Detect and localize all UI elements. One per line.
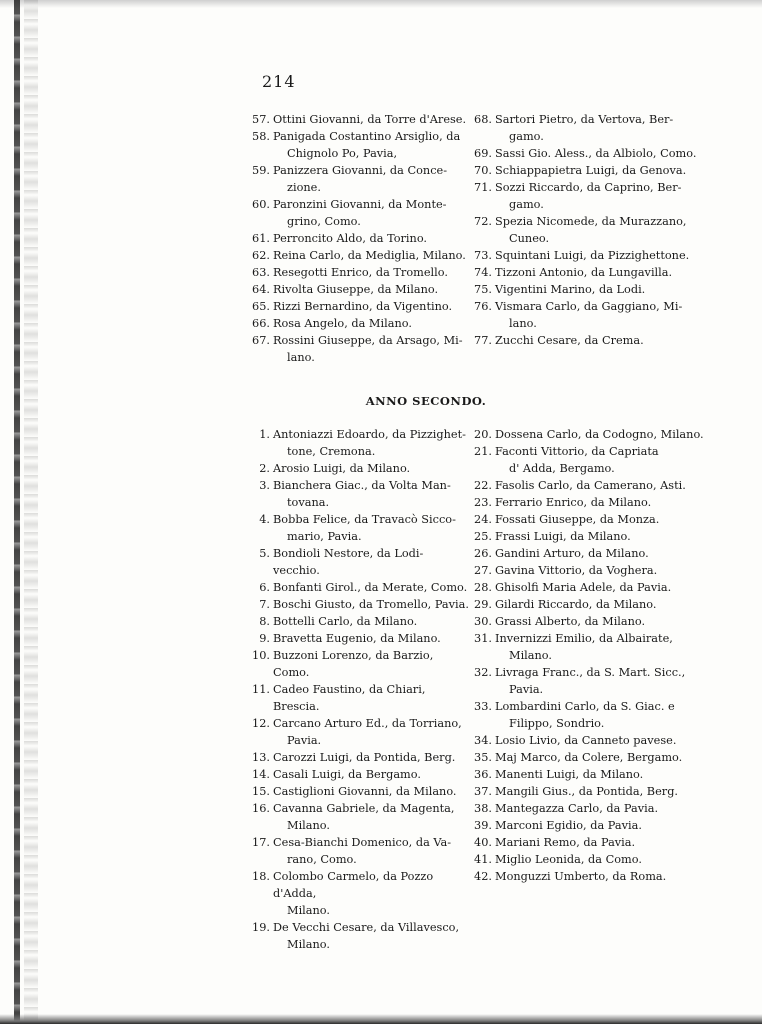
- entry-continuation-line: d' Adda, Bergamo.: [509, 462, 615, 475]
- entry-number: 64.: [252, 283, 270, 296]
- entry-number: 28.: [474, 581, 492, 594]
- entry-line: Perroncito Aldo, da Torino.: [273, 232, 428, 245]
- list-item: [470, 298, 704, 332]
- list-item: [470, 834, 704, 851]
- entry-line: Fossati Giuseppe, da Monza.: [495, 513, 660, 526]
- entry-line: Maj Marco, da Colere, Bergamo.: [495, 751, 683, 764]
- list-item: [248, 264, 470, 281]
- list-item: [248, 315, 470, 332]
- list-item: [470, 145, 704, 162]
- entry-text: [273, 511, 470, 545]
- entry-line: Ottini Giovanni, da Torre d'Arese.: [273, 113, 467, 126]
- list-item: [470, 264, 704, 281]
- entry-text: [273, 426, 470, 460]
- entry-text: [495, 698, 704, 732]
- entry-text: [273, 749, 470, 766]
- entry-line: Rossini Giuseppe, da Arsago, Mi-: [273, 334, 463, 347]
- list-item: [248, 332, 470, 366]
- entry-text: [273, 111, 470, 128]
- entry-line: Faconti Vittorio, da Capriata: [495, 445, 659, 458]
- entry-continuation-line: gamo.: [509, 198, 544, 211]
- entry-line: Squintani Luigi, da Pizzighettone.: [495, 249, 690, 262]
- entry-text: [495, 528, 704, 545]
- entry-number: 72.: [474, 215, 492, 228]
- list-item: [248, 647, 470, 681]
- entry-text: [495, 630, 704, 664]
- entry-line: Carozzi Luigi, da Pontida, Berg.: [273, 751, 456, 764]
- list-item: [248, 111, 470, 128]
- entry-line: Buzzoni Lorenzo, da Barzio, Como.: [273, 649, 434, 679]
- entry-number: 24.: [474, 513, 492, 526]
- entry-number: 35.: [474, 751, 492, 764]
- entry-number: 77.: [474, 334, 492, 347]
- entry-text: [495, 545, 704, 562]
- entry-number: 15.: [252, 785, 270, 798]
- entry-text: [495, 247, 704, 264]
- entry-number: 2.: [259, 462, 270, 475]
- entry-line: Mariani Remo, da Pavia.: [495, 836, 636, 849]
- entry-line: Reina Carlo, da Mediglia, Milano.: [273, 249, 466, 262]
- list-item: [248, 545, 470, 579]
- list-item: [248, 783, 470, 800]
- entry-number: 16.: [252, 802, 270, 815]
- entry-text: [495, 732, 704, 749]
- list-item: [470, 281, 704, 298]
- entry-continuation-line: Cuneo.: [509, 232, 550, 245]
- list-item: [248, 162, 470, 196]
- entry-continuation-line: Pavia.: [287, 734, 322, 747]
- entry-line: Mangili Gius., da Pontida, Berg.: [495, 785, 679, 798]
- entry-text: [273, 919, 470, 953]
- entry-text: [495, 213, 704, 247]
- entry-number: 30.: [474, 615, 492, 628]
- entry-line: Spezia Nicomede, da Murazzano,: [495, 215, 687, 228]
- entry-line: Livraga Franc., da S. Mart. Sicc.,: [495, 666, 686, 679]
- entry-number: 61.: [252, 232, 270, 245]
- entry-number: 41.: [474, 853, 492, 866]
- entry-text: [273, 834, 470, 868]
- entry-line: Zucchi Cesare, da Crema.: [495, 334, 644, 347]
- list-item: [248, 477, 470, 511]
- entry-line: Panizzera Giovanni, da Conce-: [273, 164, 448, 177]
- entry-text: [273, 264, 470, 281]
- entry-number: 38.: [474, 802, 492, 815]
- entry-line: Boschi Giusto, da Tromello, Pavia.: [273, 598, 469, 611]
- entry-text: [495, 783, 704, 800]
- section-title-text: ANNO SECONDO.: [365, 394, 487, 408]
- entry-text: [495, 851, 704, 868]
- entry-line: Gandini Arturo, da Milano.: [495, 547, 649, 560]
- entry-text: [495, 596, 704, 613]
- entry-text: [495, 179, 704, 213]
- entry-continuation-line: Filippo, Sondrio.: [509, 717, 605, 730]
- entry-line: Arosio Luigi, da Milano.: [273, 462, 411, 475]
- list-item: [470, 800, 704, 817]
- list-item: [470, 247, 704, 264]
- entry-continuation-line: zione.: [287, 181, 321, 194]
- list-item: [248, 128, 470, 162]
- list-item: [248, 749, 470, 766]
- entry-text: [273, 332, 470, 366]
- entry-number: 9.: [259, 632, 270, 645]
- entry-text: [273, 681, 470, 715]
- entry-line: Paronzini Giovanni, da Monte-: [273, 198, 447, 211]
- entry-text: [273, 460, 470, 477]
- entry-line: Invernizzi Emilio, da Albairate,: [495, 632, 673, 645]
- entry-number: 7.: [259, 598, 270, 611]
- entry-number: 36.: [474, 768, 492, 781]
- entry-text: [495, 332, 704, 349]
- entry-number: 37.: [474, 785, 492, 798]
- entry-line: Sartori Pietro, da Vertova, Ber-: [495, 113, 674, 126]
- list-item: [248, 715, 470, 749]
- entry-number: 69.: [474, 147, 492, 160]
- list-item: [470, 817, 704, 834]
- entry-text: [495, 145, 704, 162]
- list-item: [470, 213, 704, 247]
- list-item: [470, 579, 704, 596]
- entry-number: 32.: [474, 666, 492, 679]
- list-item: [248, 579, 470, 596]
- entry-line: Resegotti Enrico, da Tromello.: [273, 266, 448, 279]
- entry-text: [273, 128, 470, 162]
- entry-line: Bondioli Nestore, da Lodi-vecchio.: [273, 547, 424, 577]
- entry-number: 10.: [252, 649, 270, 662]
- entry-continuation-line: tone, Cremona.: [287, 445, 376, 458]
- entry-line: Gavina Vittorio, da Voghera.: [495, 564, 658, 577]
- entry-line: Tizzoni Antonio, da Lungavilla.: [495, 266, 673, 279]
- list-item: [470, 868, 704, 885]
- list-item: [248, 196, 470, 230]
- list-item: [470, 443, 704, 477]
- entry-number: 22.: [474, 479, 492, 492]
- list-item: [470, 562, 704, 579]
- entry-line: Monguzzi Umberto, da Roma.: [495, 870, 667, 883]
- entry-text: [495, 664, 704, 698]
- entry-continuation-line: grino, Como.: [287, 215, 361, 228]
- entry-text: [495, 766, 704, 783]
- entry-text: [495, 562, 704, 579]
- entry-line: Sozzi Riccardo, da Caprino, Ber-: [495, 181, 682, 194]
- entry-continuation-line: rano, Como.: [287, 853, 357, 866]
- list-item: [248, 613, 470, 630]
- list-item: [470, 426, 704, 443]
- entry-line: Sassi Gio. Aless., da Albiolo, Como.: [495, 147, 697, 160]
- entry-number: 60.: [252, 198, 270, 211]
- list-item: [248, 766, 470, 783]
- entry-line: Bravetta Eugenio, da Milano.: [273, 632, 441, 645]
- entry-text: [273, 162, 470, 196]
- entry-line: Panigada Costantino Arsiglio, da: [273, 130, 461, 143]
- list-item: [248, 230, 470, 247]
- entry-text: [273, 596, 470, 613]
- entry-text: [273, 868, 470, 919]
- entry-continuation-line: Pavia.: [509, 683, 544, 696]
- scan-top-edge: [0, 0, 762, 8]
- entry-number: 42.: [474, 870, 492, 883]
- entry-number: 26.: [474, 547, 492, 560]
- entry-text: [273, 281, 470, 298]
- entry-number: 3.: [259, 479, 270, 492]
- block2-left-column: [248, 426, 470, 953]
- entry-line: Colombo Carmelo, da Pozzo d'Adda,: [273, 870, 434, 900]
- entry-line: Rivolta Giuseppe, da Milano.: [273, 283, 439, 296]
- entry-line: Ghisolfi Maria Adele, da Pavia.: [495, 581, 672, 594]
- entry-number: 11.: [252, 683, 270, 696]
- entry-continuation-line: Milano.: [287, 819, 330, 832]
- entry-number: 23.: [474, 496, 492, 509]
- scan-speckle: [24, 0, 38, 1024]
- scan-bottom-edge: [0, 1014, 762, 1024]
- list-item: [248, 426, 470, 460]
- entry-continuation-line: gamo.: [509, 130, 544, 143]
- entry-text: [273, 477, 470, 511]
- entry-text: [273, 800, 470, 834]
- entry-number: 12.: [252, 717, 270, 730]
- section-title: [0, 394, 762, 408]
- entry-text: [273, 766, 470, 783]
- entry-text: [495, 800, 704, 817]
- list-item: [470, 783, 704, 800]
- entry-line: Lombardini Carlo, da S. Giac. e: [495, 700, 675, 713]
- list-item: [248, 596, 470, 613]
- list-item: [470, 630, 704, 664]
- entry-continuation-line: Chignolo Po, Pavia,: [287, 147, 398, 160]
- entry-line: Dossena Carlo, da Codogno, Milano.: [495, 428, 704, 441]
- entry-text: [273, 230, 470, 247]
- list-item: [470, 851, 704, 868]
- list-item: [470, 111, 704, 145]
- entry-number: 63.: [252, 266, 270, 279]
- entry-line: Manenti Luigi, da Milano.: [495, 768, 644, 781]
- entry-number: 58.: [252, 130, 270, 143]
- list-item: [470, 494, 704, 511]
- entry-text: [273, 647, 470, 681]
- entry-text: [495, 281, 704, 298]
- list-item: [248, 681, 470, 715]
- entry-number: 19.: [252, 921, 270, 934]
- list-item: [470, 596, 704, 613]
- entry-line: Frassi Luigi, da Milano.: [495, 530, 631, 543]
- entry-line: Cavanna Gabriele, da Magenta,: [273, 802, 455, 815]
- entry-number: 20.: [474, 428, 492, 441]
- block1-list: [248, 111, 704, 366]
- list-item: [248, 281, 470, 298]
- entry-line: Fasolis Carlo, da Camerano, Asti.: [495, 479, 686, 492]
- entry-line: Castiglioni Giovanni, da Milano.: [273, 785, 457, 798]
- entry-number: 70.: [474, 164, 492, 177]
- entry-number: 18.: [252, 870, 270, 883]
- entry-line: Gilardi Riccardo, da Milano.: [495, 598, 657, 611]
- entry-number: 39.: [474, 819, 492, 832]
- entry-number: 33.: [474, 700, 492, 713]
- entry-text: [495, 834, 704, 851]
- entry-text: [495, 298, 704, 332]
- entry-text: [273, 545, 470, 579]
- entry-number: 34.: [474, 734, 492, 747]
- block1-left-column: [248, 111, 470, 366]
- entry-number: 75.: [474, 283, 492, 296]
- entry-number: 5.: [259, 547, 270, 560]
- entry-number: 57.: [252, 113, 270, 126]
- entry-line: Bonfanti Girol., da Merate, Como.: [273, 581, 468, 594]
- block2-right-column: [470, 426, 704, 953]
- list-item: [248, 460, 470, 477]
- entry-text: [273, 715, 470, 749]
- entry-number: 25.: [474, 530, 492, 543]
- list-item: [470, 613, 704, 630]
- entry-number: 8.: [259, 615, 270, 628]
- entry-continuation-line: mario, Pavia.: [287, 530, 362, 543]
- entry-text: [495, 817, 704, 834]
- entry-line: Antoniazzi Edoardo, da Pizzighet-: [273, 428, 466, 441]
- list-item: [470, 528, 704, 545]
- entry-number: 17.: [252, 836, 270, 849]
- entry-number: 1.: [259, 428, 270, 441]
- entry-number: 62.: [252, 249, 270, 262]
- entry-text: [273, 613, 470, 630]
- entry-line: Cadeo Faustino, da Chiari, Brescia.: [273, 683, 426, 713]
- entry-text: [495, 579, 704, 596]
- entry-text: [495, 426, 704, 443]
- entry-number: 13.: [252, 751, 270, 764]
- list-item: [248, 511, 470, 545]
- entry-number: 40.: [474, 836, 492, 849]
- entry-line: Mantegazza Carlo, da Pavia.: [495, 802, 659, 815]
- entry-line: Casali Luigi, da Bergamo.: [273, 768, 421, 781]
- entry-number: 73.: [474, 249, 492, 262]
- entry-line: Cesa-Bianchi Domenico, da Va-: [273, 836, 452, 849]
- entry-line: Bottelli Carlo, da Milano.: [273, 615, 418, 628]
- entry-line: Bobba Felice, da Travacò Sicco-: [273, 513, 456, 526]
- entry-number: 68.: [474, 113, 492, 126]
- list-item: [470, 749, 704, 766]
- entry-number: 66.: [252, 317, 270, 330]
- list-item: [248, 919, 470, 953]
- entry-line: Schiappapietra Luigi, da Genova.: [495, 164, 687, 177]
- entry-text: [273, 196, 470, 230]
- list-item: [470, 766, 704, 783]
- entry-text: [495, 868, 704, 885]
- entry-text: [495, 613, 704, 630]
- list-item: [470, 162, 704, 179]
- entry-number: 6.: [259, 581, 270, 594]
- entry-continuation-line: Milano.: [287, 904, 330, 917]
- list-item: [248, 247, 470, 264]
- entry-number: 65.: [252, 300, 270, 313]
- block1-right-column: [470, 111, 704, 366]
- entry-number: 74.: [474, 266, 492, 279]
- entry-number: 27.: [474, 564, 492, 577]
- entry-line: De Vecchi Cesare, da Villavesco,: [273, 921, 460, 934]
- entry-text: [495, 477, 704, 494]
- entry-continuation-line: tovana.: [287, 496, 330, 509]
- entry-text: [273, 630, 470, 647]
- entry-line: Carcano Arturo Ed., da Torriano,: [273, 717, 462, 730]
- entry-line: Miglio Leonida, da Como.: [495, 853, 642, 866]
- scan-binding-edge: [14, 0, 20, 1024]
- entry-line: Ferrario Enrico, da Milano.: [495, 496, 652, 509]
- entry-line: Rizzi Bernardino, da Vigentino.: [273, 300, 453, 313]
- entry-number: 4.: [259, 513, 270, 526]
- entry-number: 71.: [474, 181, 492, 194]
- list-item: [470, 732, 704, 749]
- entry-number: 59.: [252, 164, 270, 177]
- entry-continuation-line: lano.: [287, 351, 315, 364]
- block2-list: [248, 426, 704, 953]
- list-item: [470, 179, 704, 213]
- entry-text: [495, 162, 704, 179]
- entry-text: [495, 511, 704, 528]
- entry-continuation-line: lano.: [509, 317, 537, 330]
- entry-line: Grassi Alberto, da Milano.: [495, 615, 646, 628]
- list-item: [470, 664, 704, 698]
- list-item: [470, 477, 704, 494]
- entry-number: 76.: [474, 300, 492, 313]
- list-item: [248, 298, 470, 315]
- list-item: [470, 698, 704, 732]
- entry-line: Losio Livio, da Canneto pavese.: [495, 734, 677, 747]
- list-item: [248, 630, 470, 647]
- entry-number: 67.: [252, 334, 270, 347]
- entry-text: [495, 111, 704, 145]
- entry-text: [273, 783, 470, 800]
- entry-line: Vismara Carlo, da Gaggiano, Mi-: [495, 300, 683, 313]
- entry-continuation-line: Milano.: [287, 938, 330, 951]
- entry-text: [495, 443, 704, 477]
- page-number: 214: [262, 72, 296, 91]
- entry-text: [495, 749, 704, 766]
- entry-number: 14.: [252, 768, 270, 781]
- entry-line: Marconi Egidio, da Pavia.: [495, 819, 642, 832]
- entry-text: [273, 247, 470, 264]
- list-item: [248, 800, 470, 834]
- entry-number: 29.: [474, 598, 492, 611]
- list-item: [470, 511, 704, 528]
- list-item: [248, 868, 470, 919]
- entry-continuation-line: Milano.: [509, 649, 552, 662]
- entry-text: [495, 494, 704, 511]
- list-item: [470, 545, 704, 562]
- entry-line: Rosa Angelo, da Milano.: [273, 317, 412, 330]
- entry-line: Vigentini Marino, da Lodi.: [495, 283, 646, 296]
- list-item: [248, 834, 470, 868]
- entry-number: 21.: [474, 445, 492, 458]
- entry-line: Bianchera Giac., da Volta Man-: [273, 479, 451, 492]
- list-item: [470, 332, 704, 349]
- entry-text: [273, 579, 470, 596]
- entry-text: [495, 264, 704, 281]
- entry-number: 31.: [474, 632, 492, 645]
- entry-text: [273, 315, 470, 332]
- entry-text: [273, 298, 470, 315]
